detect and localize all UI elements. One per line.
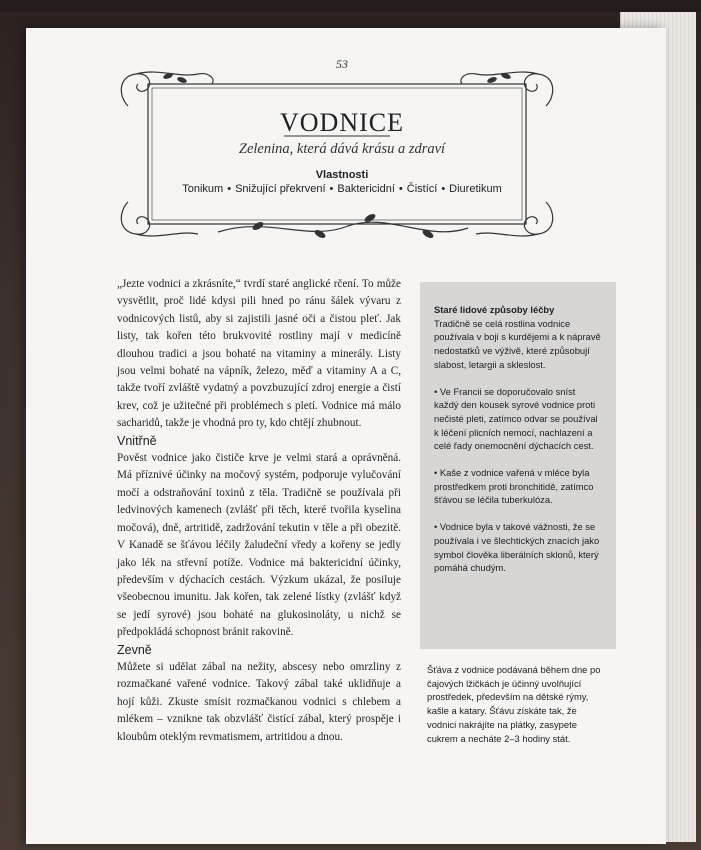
properties-list [160, 183, 524, 195]
section-heading-external: Zevně [117, 642, 152, 657]
leaf-icon [486, 76, 497, 84]
bottom-left-flourish-icon [121, 202, 198, 236]
sidebar-bullet: • Kaše z vodnice vařená v mléce byla prostředkem proti bronchitidě, zatímco šťávou se léčila tuberkulóza. [434, 467, 594, 506]
property-item: Snižující překrvení [235, 183, 326, 195]
property-item: Baktericidní [337, 183, 395, 195]
bottom-right-flourish-icon [476, 202, 553, 236]
bullet-separator: • [329, 183, 334, 195]
bullet-icon: • [434, 521, 438, 533]
scan-top-strip [0, 0, 701, 12]
folk-remedies-sidebar [420, 282, 616, 649]
property-item: Diuretikum [449, 183, 502, 195]
main-article [117, 276, 401, 746]
leaf-icon [313, 228, 326, 239]
properties-heading: Vlastnosti [315, 169, 369, 181]
section-heading-internal: Vnitřně [117, 433, 157, 448]
bullet-separator: • [227, 183, 232, 195]
bullet-icon: • [434, 467, 438, 479]
leaf-icon [176, 76, 187, 84]
sidebar-bullet: • Vodnice byla v takové vážnosti, že se používala i ve šlechtických znacích jako symbol člověka liberálních sklonů, který pomáhá chudým. [434, 521, 600, 574]
bullet-separator: • [441, 183, 446, 195]
page-subtitle: Zelenina, která dává krásu a zdraví [238, 141, 446, 157]
bullet-separator: • [398, 183, 403, 195]
sidebar-title: Staré lidové způsoby léčby [434, 304, 555, 315]
sidebar-bullet: • Ve Francii se doporučovalo sníst každý den kousek syrové vodnice proti nečisté pleti, zatímco odvar se používal k léčení plicních nemocí, nachlazení a celé řady onemocnění dýchacích cest. [434, 385, 598, 452]
sidebar-intro: Tradičně se celá rostlina vodnice používala v boji s kurdějemi a k nápravě nedostatků ve výživě, které způsobují slabost, letargii a skleslost. [434, 317, 601, 370]
bullet-icon: • [434, 385, 438, 397]
property-item: Tonikum [182, 183, 224, 195]
property-item: Čistící [406, 183, 438, 195]
page-number: 53 [336, 57, 348, 71]
intro-paragraph: „Jezte vodnici a zkrásníte,“ tvrdí staré anglické rčení. To může vysvětlit, proč lidé kdysi pili hned po ránu šálek vývaru z vodnicových listů, aby si zajistili jasné oči a čistou pleť. Jak listy, tak kořen této brukvovité rostliny mají v medicíně dlouhou tradici a jsou bohaté na vitaminy a minerály. Listy jsou velmi bohaté na vápník, železo, měď a vitaminy A a C, takže tvoří zvláště vydatný a povzbuzující zdroj energie a čistí krev, což je užitečné při problémech s pletí. Vodnice má málo sacharidů, takže je vhodná pro ty, kdo chtějí zhubnout. [117, 278, 401, 430]
internal-use-paragraph: Pověst vodnice jako čističe krve je velmi stará a oprávněná. Má příznivé účinky na močový systém, podporuje vylučování močí a odstraňování toxinů z těla. Tradičně se používala při ledvinových kamenech (zvlášť při těch, které tvořila kyselina močová), dně, artritidě, zadržování tekutin v těle a při obezitě. V Kanadě se šťávou léčily žaludeční vředy a kořeny se jedly jako lék na střevní potíže. Vodnice má baktericidní účinky, především v dýchacích cestách. Výzkum ukázal, že posiluje všeobecnou imunitu. Jak kořen, tak zelené lístky (zvlášť když se jedí syrové) jsou bohaté na glukosinoláty, u nichž se předpokládá schopnost bránit rakovině. [117, 452, 401, 639]
external-use-paragraph: Můžete si udělat zábal na nežity, abscesy nebo omrzliny z rozmačkané vařené vodnice. Takový zábal také uklidňuje a hojí kůži. Zkuste smísit rozmačkanou vodnici s chlebem a mlékem – vznikne tak obzvlášť čistící zábal, který prospěje i kloubům oteklým revmatismem, artritidou a dnou. [117, 660, 401, 743]
page-title: VODNICE [280, 108, 404, 137]
juice-note: Šťáva z vodnice podávaná během dne po čajových lžičkách je účinný uvolňující prostředek, především na dětské rýmy, kašle a katary. Šťávu získáte tak, že vodnici nakrájíte na plátky, zasypete cukrem a necháte 2–3 hodiny stát. [427, 664, 601, 744]
